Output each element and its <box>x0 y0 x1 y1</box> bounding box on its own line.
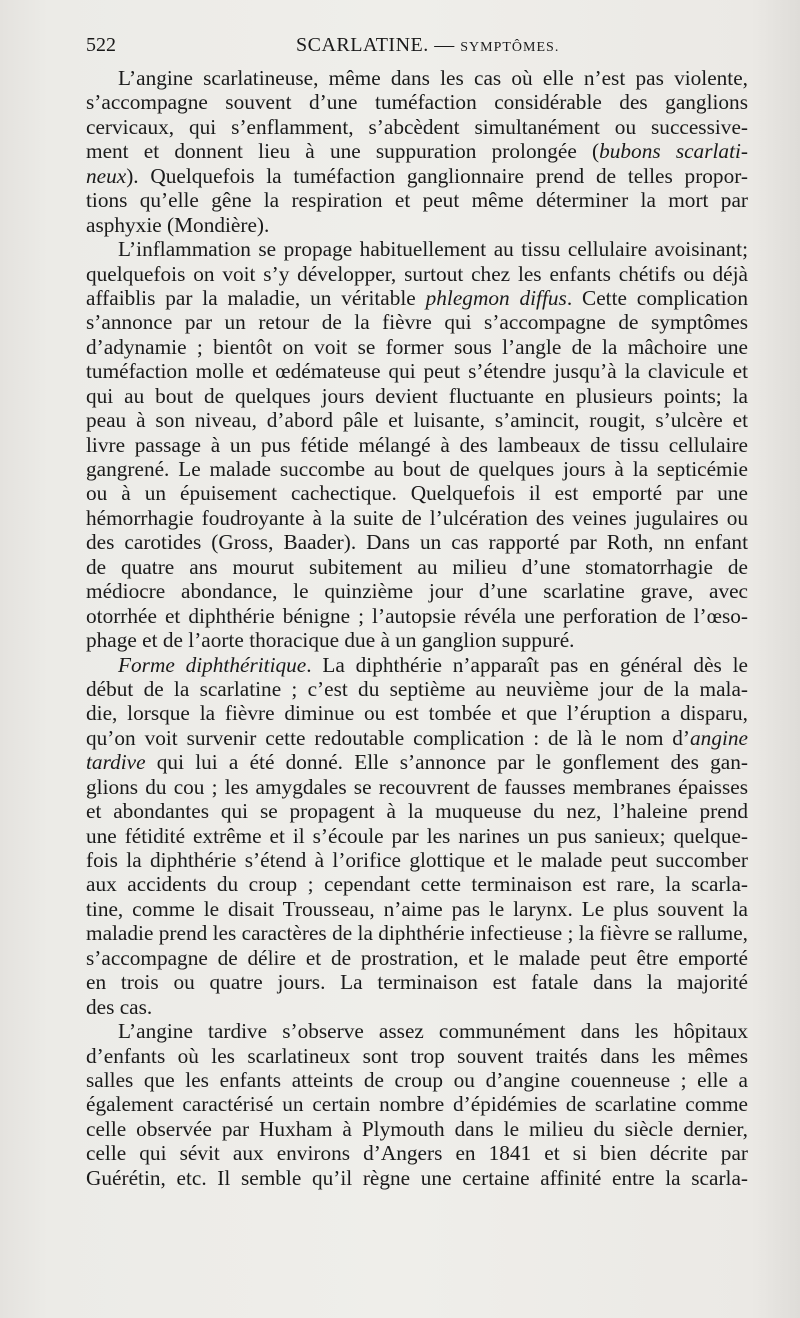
text-line <box>86 701 748 725</box>
line-text: L’angine tardive s’observe assez communément dans les hôpitaux <box>118 1019 748 1044</box>
line-text: début de la scarlatine ; c’est du septième au neuvième jour de la mala- <box>86 676 748 701</box>
italic-term: neux <box>86 163 127 188</box>
line-text: et abondantes qui se propagent à la muqueuse du nez, l’haleine prend <box>86 799 748 824</box>
line-text: des carotides (Gross, Baader). Dans un cas rapporté par Roth, nn enfant <box>86 530 748 555</box>
line-text: . La diphthérie n’apparaît pas en général dès le <box>306 652 748 677</box>
text-line <box>86 188 748 212</box>
text-line <box>86 897 748 921</box>
text-line <box>86 139 748 163</box>
title-separator: — <box>434 34 455 56</box>
line-text: s’accompagne de délire et de prostration, et le malade peut être emporté <box>86 945 748 970</box>
text-line <box>86 921 748 945</box>
body-text <box>86 66 748 1190</box>
line-text: d’enfants où les scarlatineux sont trop souvent traités dans les mêmes <box>86 1043 748 1068</box>
line-text: gangrené. Le malade succombe au bout de quelques jours à la septicémie <box>86 457 748 481</box>
text-line <box>86 310 748 334</box>
page-number: 522 <box>86 34 116 56</box>
text-line <box>86 66 748 90</box>
line-text: Guérétin, etc. Il semble qu’il règne une certaine affinité entre la scarla- <box>86 1165 748 1190</box>
text-line <box>86 164 748 188</box>
text-line <box>86 506 748 530</box>
line-text: L’inflammation se propage habituellement au tissu cellulaire avoisinant; <box>118 237 748 262</box>
text-line <box>86 384 748 408</box>
line-text: tions qu’elle gêne la respiration et peut même déterminer la mort par <box>86 188 748 213</box>
text-line <box>86 335 748 359</box>
text-line <box>86 555 748 579</box>
text-line <box>86 1019 748 1043</box>
italic-term: Forme diphthéritique <box>118 652 307 677</box>
line-text: ou à un épuisement cachectique. Quelquefois il est emporté par une <box>86 481 748 506</box>
text-line <box>86 213 748 237</box>
text-line <box>86 286 748 310</box>
line-text: hémorrhagie foudroyante à la suite de l’ulcération des veines jugulaires ou <box>86 505 748 530</box>
line-text: s’accompagne souvent d’une tuméfaction considérable des ganglions <box>86 90 748 115</box>
line-text: die, lorsque la fièvre diminue ou est tombée et que l’éruption a disparu, <box>86 701 748 726</box>
line-text: L’angine scarlatineuse, même dans les cas où elle n’est pas violente, <box>118 66 748 90</box>
text-line <box>86 359 748 383</box>
running-header <box>86 34 748 58</box>
text-line <box>86 1166 748 1190</box>
text-line <box>86 115 748 139</box>
section-title: SYMPTÔMES. <box>460 40 560 55</box>
text-line <box>86 946 748 970</box>
text-line <box>86 90 748 114</box>
text-line <box>86 604 748 628</box>
line-text: aux accidents du croup ; cependant cette terminaison est rare, la scarla- <box>86 872 748 897</box>
line-text: glions du cou ; les amygdales se recouvrent de fausses membranes épaisses <box>86 774 748 799</box>
text-line <box>86 872 748 896</box>
running-title <box>296 34 559 57</box>
text-line <box>86 824 748 848</box>
text-line <box>86 653 748 677</box>
italic-term: bubons scarlati- <box>599 139 748 164</box>
text-line <box>86 1044 748 1068</box>
text-line <box>86 237 748 261</box>
text-line <box>86 530 748 554</box>
line-text: affaiblis par la maladie, un véritable <box>86 285 426 310</box>
line-text: une fétidité extrême et il s’écoule par les narines un pus sanieux; quelque- <box>86 823 748 848</box>
italic-term: tardive <box>86 750 146 775</box>
text-line <box>86 628 748 652</box>
line-text: fois la diphthérie s’étend à l’orifice glottique et le malade peut succomber <box>86 848 748 872</box>
line-text: en trois ou quatre jours. La terminaison est fatale dans la majorité <box>86 970 748 995</box>
line-text: phage et de l’aorte thoracique due à un ganglion suppuré. <box>86 628 575 653</box>
line-text: maladie prend les caractères de la diphthérie infectieuse ; la fièvre se rallume, <box>86 921 748 946</box>
text-line <box>86 481 748 505</box>
text-line <box>86 579 748 603</box>
line-text: qui lui a été donné. Elle s’annonce par le gonflement des gan- <box>145 750 748 775</box>
text-line <box>86 775 748 799</box>
line-text: tine, comme le disait Trousseau, n’aime pas le larynx. Le plus souvent la <box>86 896 748 921</box>
chapter-title: SCARLATINE. <box>296 34 429 56</box>
text-line <box>86 848 748 872</box>
line-text: salles que les enfants atteints de croup ou d’angine couenneuse ; elle a <box>86 1067 748 1092</box>
text-line <box>86 970 748 994</box>
text-line <box>86 457 748 481</box>
line-text: s’annonce par un retour de la fièvre qui s’accompagne de symptômes <box>86 310 748 335</box>
line-text: ment et donnent lieu à une suppuration prolongée ( <box>86 139 600 164</box>
line-text: médiocre abondance, le quinzième jour d’une scarlatine grave, avec <box>86 579 748 604</box>
text-line <box>86 799 748 823</box>
line-text: asphyxie (Mondière). <box>86 212 270 237</box>
italic-term: phlegmon diffus <box>425 285 567 310</box>
text-line <box>86 1141 748 1165</box>
line-text: peau à son niveau, d’abord pâle et luisante, s’amincit, rougit, s’ulcère et <box>86 408 748 433</box>
line-text: également caractérisé un certain nombre d’épidémies de scarlatine comme <box>86 1092 748 1117</box>
text-line <box>86 262 748 286</box>
line-text: qu’on voit survenir cette redoutable complication : de là le nom d’ <box>86 725 691 750</box>
line-text: qui au bout de quelques jours devient fluctuante en plusieurs points; la <box>86 383 748 408</box>
line-text: de quatre ans mourut subitement au milieu d’une stomatorrhagie de <box>86 554 748 579</box>
line-text: quelquefois on voit s’y développer, surtout chez les enfants chétifs ou déjà <box>86 261 748 286</box>
line-text: livre passage à un pus fétide mélangé à des lambeaux de tissu cellulaire <box>86 432 748 457</box>
line-text: tuméfaction molle et œdémateuse qui peut s’étendre jusqu’à la clavicule et <box>86 359 748 384</box>
text-line <box>86 995 748 1019</box>
line-text: . Cette complication <box>566 285 748 310</box>
line-text: des cas. <box>86 994 153 1019</box>
text-line <box>86 726 748 750</box>
line-text: otorrhée et diphthérie bénigne ; l’autopsie révéla une perforation de l’œso- <box>86 603 748 628</box>
italic-term: angine <box>690 725 748 750</box>
text-line <box>86 677 748 701</box>
text-line <box>86 750 748 774</box>
text-line <box>86 1068 748 1092</box>
line-text: cervicaux, qui s’enflamment, s’abcèdent simultanément ou successive- <box>86 114 748 139</box>
text-line <box>86 1092 748 1116</box>
text-line <box>86 433 748 457</box>
line-text: ). Quelquefois la tuméfaction ganglionnaire prend de telles propor- <box>126 163 748 188</box>
text-line <box>86 408 748 432</box>
line-text: celle qui sévit aux environs d’Angers en 1841 et si bien décrite par <box>86 1141 748 1166</box>
text-line <box>86 1117 748 1141</box>
line-text: celle observée par Huxham à Plymouth dans le milieu du siècle dernier, <box>86 1116 748 1141</box>
line-text: d’adynamie ; bientôt on voit se former sous l’angle de la mâchoire une <box>86 334 748 359</box>
